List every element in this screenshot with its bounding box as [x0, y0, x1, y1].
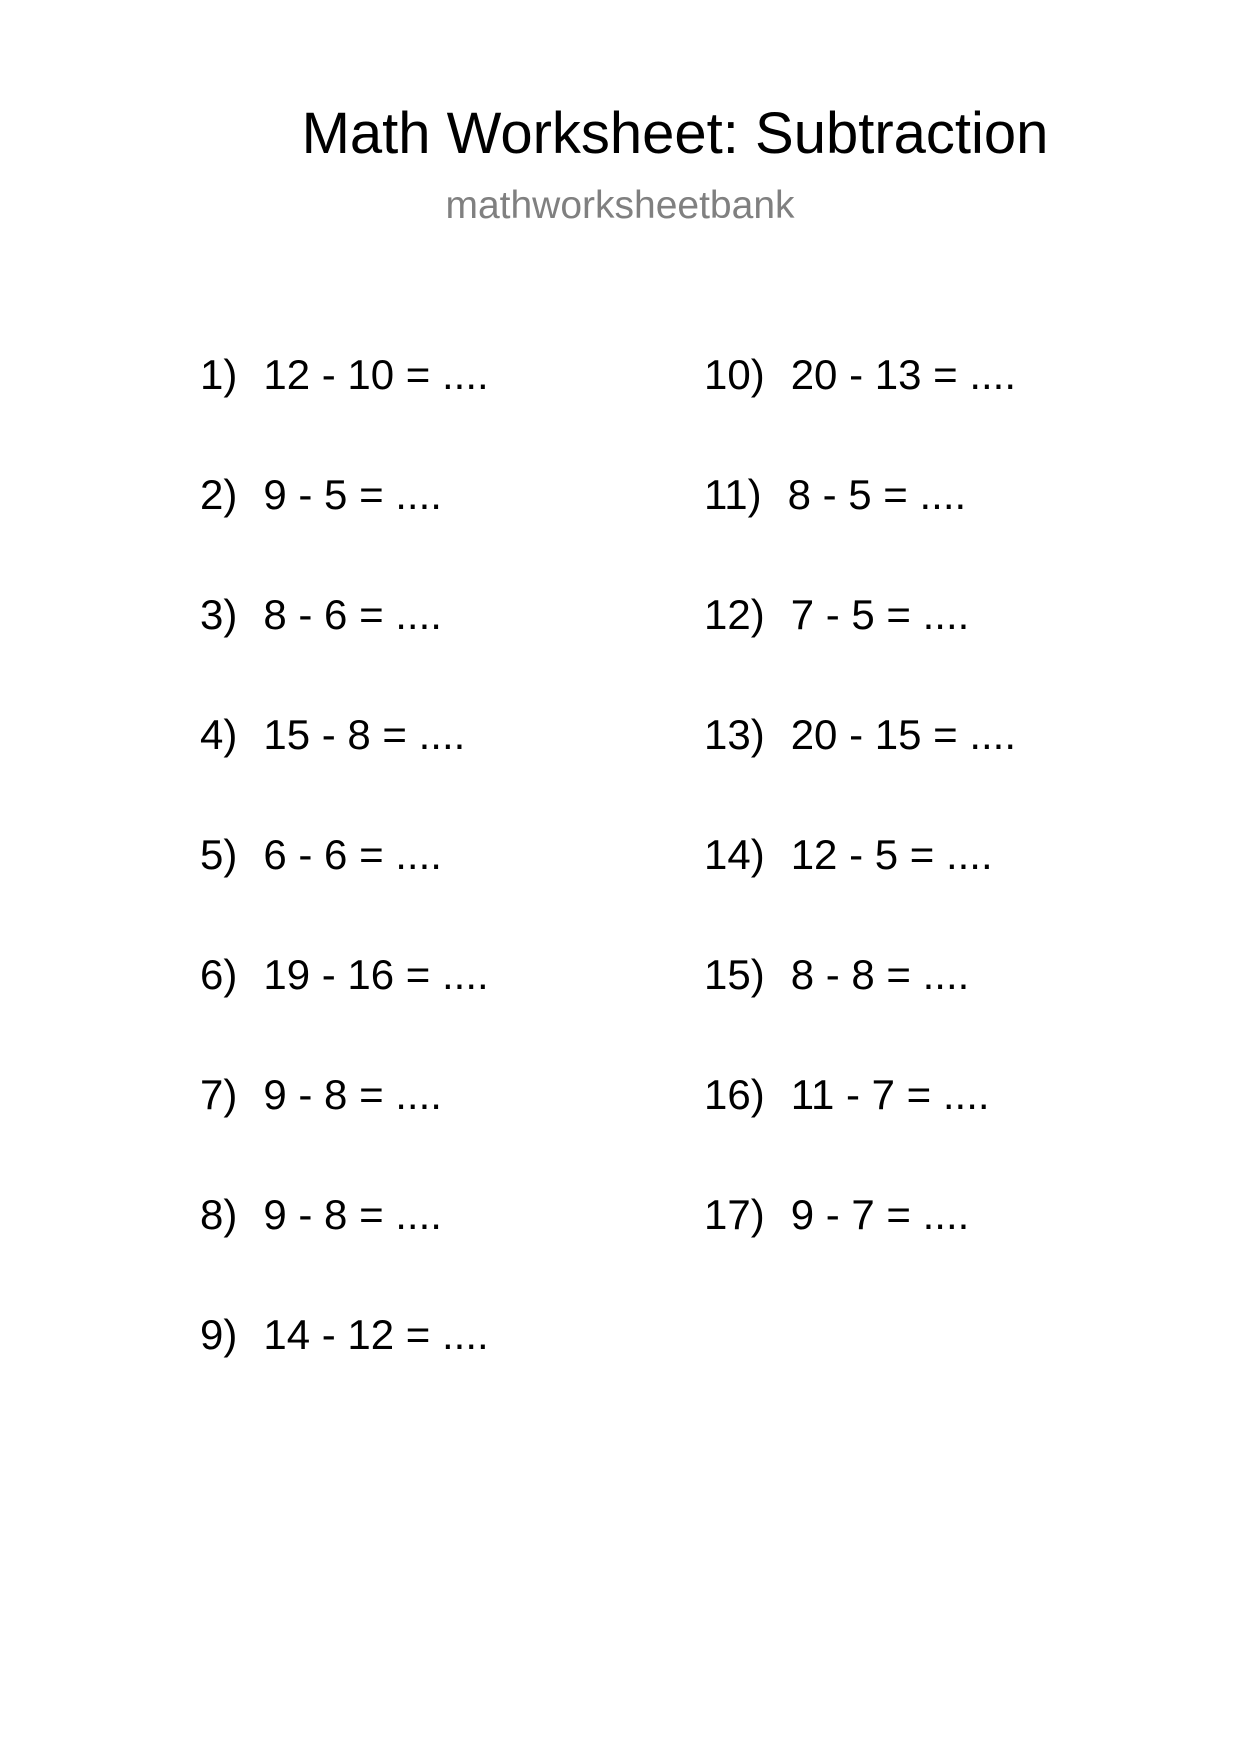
problem-number: 4) [200, 711, 238, 758]
problem-number: 3) [200, 591, 238, 638]
problem-item [704, 830, 1016, 950]
problem-item [200, 1190, 489, 1310]
problem-expression: 14 - 12 = .... [263, 1311, 489, 1358]
problem-expression: 8 - 5 = .... [787, 471, 967, 518]
problem-expression: 9 - 7 = .... [790, 1191, 970, 1238]
problem-expression: 8 - 8 = .... [790, 951, 970, 998]
problem-number: 9) [200, 1311, 238, 1358]
problem-number: 6) [200, 951, 238, 998]
problems-left-column [200, 350, 489, 1430]
problem-expression: 11 - 7 = .... [790, 1071, 990, 1118]
problem-expression: 19 - 16 = .... [263, 951, 489, 998]
problem-expression: 6 - 6 = .... [263, 831, 442, 878]
problem-expression: 7 - 5 = .... [790, 591, 970, 638]
problem-item [200, 1310, 489, 1430]
problem-number: 15) [704, 951, 765, 998]
problem-item [200, 710, 489, 830]
problem-number: 13) [704, 711, 765, 758]
problem-number: 17) [704, 1191, 765, 1238]
problem-expression: 9 - 5 = .... [263, 471, 442, 518]
problem-expression: 9 - 8 = .... [263, 1071, 442, 1118]
problem-number: 10) [704, 351, 765, 398]
problem-item [200, 1070, 489, 1190]
problems-right-column [704, 350, 1016, 1310]
problem-expression: 20 - 15 = .... [790, 711, 1017, 758]
problem-expression: 12 - 5 = .... [790, 831, 993, 878]
problem-item [704, 1190, 1016, 1310]
problem-expression: 15 - 8 = .... [263, 711, 466, 758]
problem-item [704, 470, 1016, 590]
problem-item [704, 350, 1016, 470]
problem-item [200, 590, 489, 710]
problem-item [200, 470, 489, 590]
worksheet-title: Math Worksheet: Subtraction [301, 101, 1049, 166]
problem-item [704, 1070, 1016, 1190]
problem-expression: 9 - 8 = .... [263, 1191, 442, 1238]
worksheet-source: mathworksheetbank [445, 184, 795, 227]
problem-number: 7) [200, 1071, 238, 1118]
problem-expression: 8 - 6 = .... [263, 591, 442, 638]
problem-number: 8) [200, 1191, 238, 1238]
problem-number: 12) [704, 591, 765, 638]
problem-item [704, 710, 1016, 830]
problem-item [704, 950, 1016, 1070]
problem-item [704, 590, 1016, 710]
problem-item [200, 350, 489, 470]
problem-number: 2) [200, 471, 238, 518]
problem-number: 16) [704, 1071, 765, 1118]
problem-item [200, 830, 489, 950]
problem-number: 11) [704, 471, 762, 518]
problem-expression: 20 - 13 = .... [790, 351, 1017, 398]
problem-number: 14) [704, 831, 765, 878]
problem-number: 1) [200, 351, 238, 398]
problem-number: 5) [200, 831, 238, 878]
problem-expression: 12 - 10 = .... [263, 351, 489, 398]
problem-item [200, 950, 489, 1070]
